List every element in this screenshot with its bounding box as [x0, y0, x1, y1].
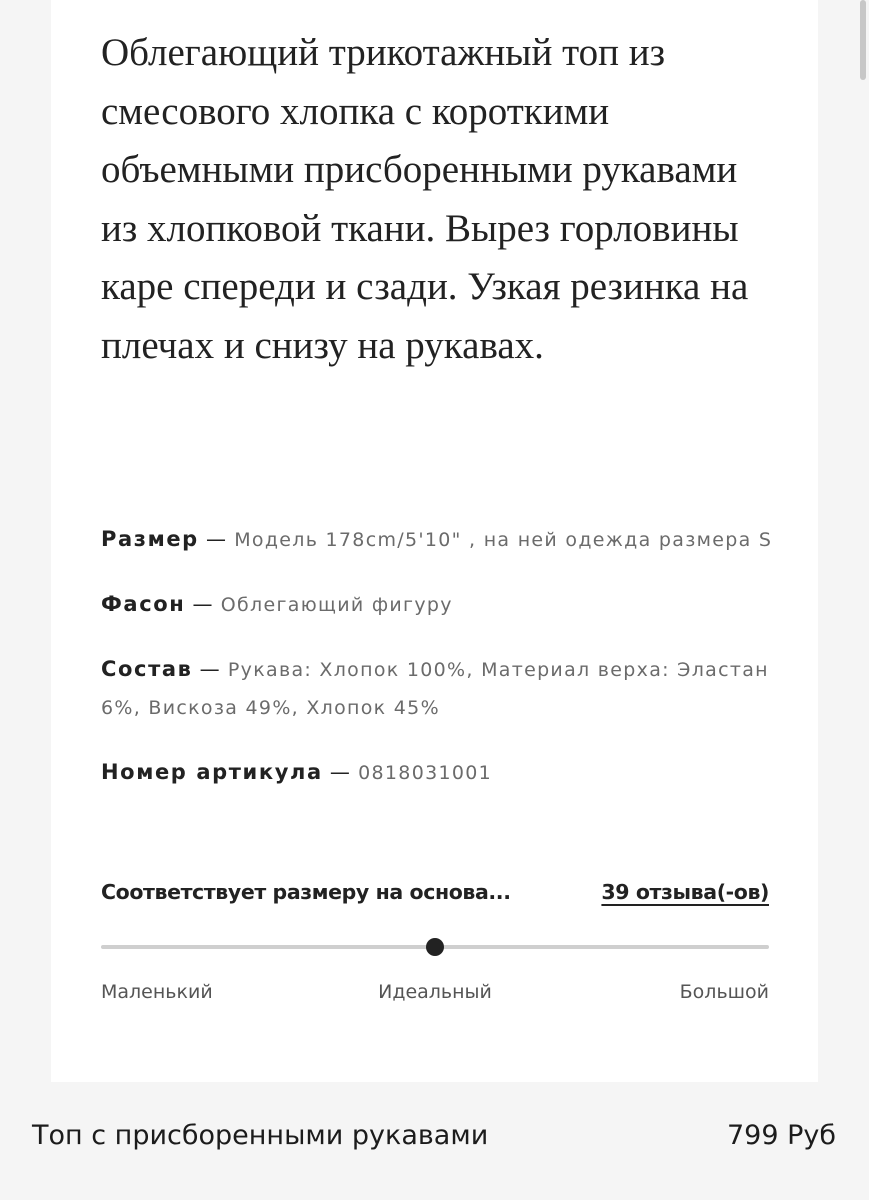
reviews-link[interactable]: 39 отзыва(-ов) — [601, 880, 769, 904]
fit-scale-large: Большой — [679, 981, 769, 1003]
fit-title: Соответствует размеру на основа... — [101, 880, 511, 904]
product-specs — [101, 520, 781, 818]
product-name: Топ с присборенными рукавами — [32, 1120, 489, 1151]
spec-composition — [101, 650, 781, 727]
product-description: Облегающий трикотажный топ из смесового хлопка с короткими объемными присборенными рукавами из хлопковой ткани. Вырез горловины каре спереди и сзади. Узкая резинка на плечах и снизу на рукавах. — [101, 31, 749, 367]
spec-article — [101, 753, 781, 792]
fit-scale — [101, 981, 769, 1007]
spec-article-value: 0818031001 — [358, 762, 493, 784]
spec-fit — [101, 585, 781, 624]
fit-rating — [101, 880, 769, 1007]
product-details-card — [51, 0, 818, 1082]
spec-fit-value: Облегающий фигуру — [220, 594, 453, 616]
spec-size-value: Модель 178cm/5'10" , на ней одежда размера S — [234, 529, 773, 551]
spec-dash: — — [199, 657, 221, 681]
fit-slider — [101, 937, 769, 957]
spec-size-label: Размер — [101, 527, 199, 551]
spec-composition-value: Рукава: Хлопок 100%, Материал верха: Эластан 6%, Вискоза 49%, Хлопок 45% — [101, 659, 769, 719]
fit-title-row — [101, 880, 769, 904]
product-price: 799 Руб — [726, 1120, 836, 1151]
spec-fit-label: Фасон — [101, 592, 186, 616]
spec-size — [101, 520, 781, 559]
spec-composition-label: Состав — [101, 657, 193, 681]
fit-slider-marker — [426, 938, 444, 956]
spec-article-label: Номер артикула — [101, 760, 323, 784]
spec-dash: — — [329, 760, 351, 784]
fit-scale-ideal: Идеальный — [378, 981, 492, 1003]
bottom-bar — [32, 1120, 836, 1151]
fit-scale-small: Маленький — [101, 981, 213, 1003]
scrollbar[interactable] — [860, 0, 866, 80]
spec-dash: — — [205, 527, 228, 551]
spec-dash: — — [192, 592, 214, 616]
